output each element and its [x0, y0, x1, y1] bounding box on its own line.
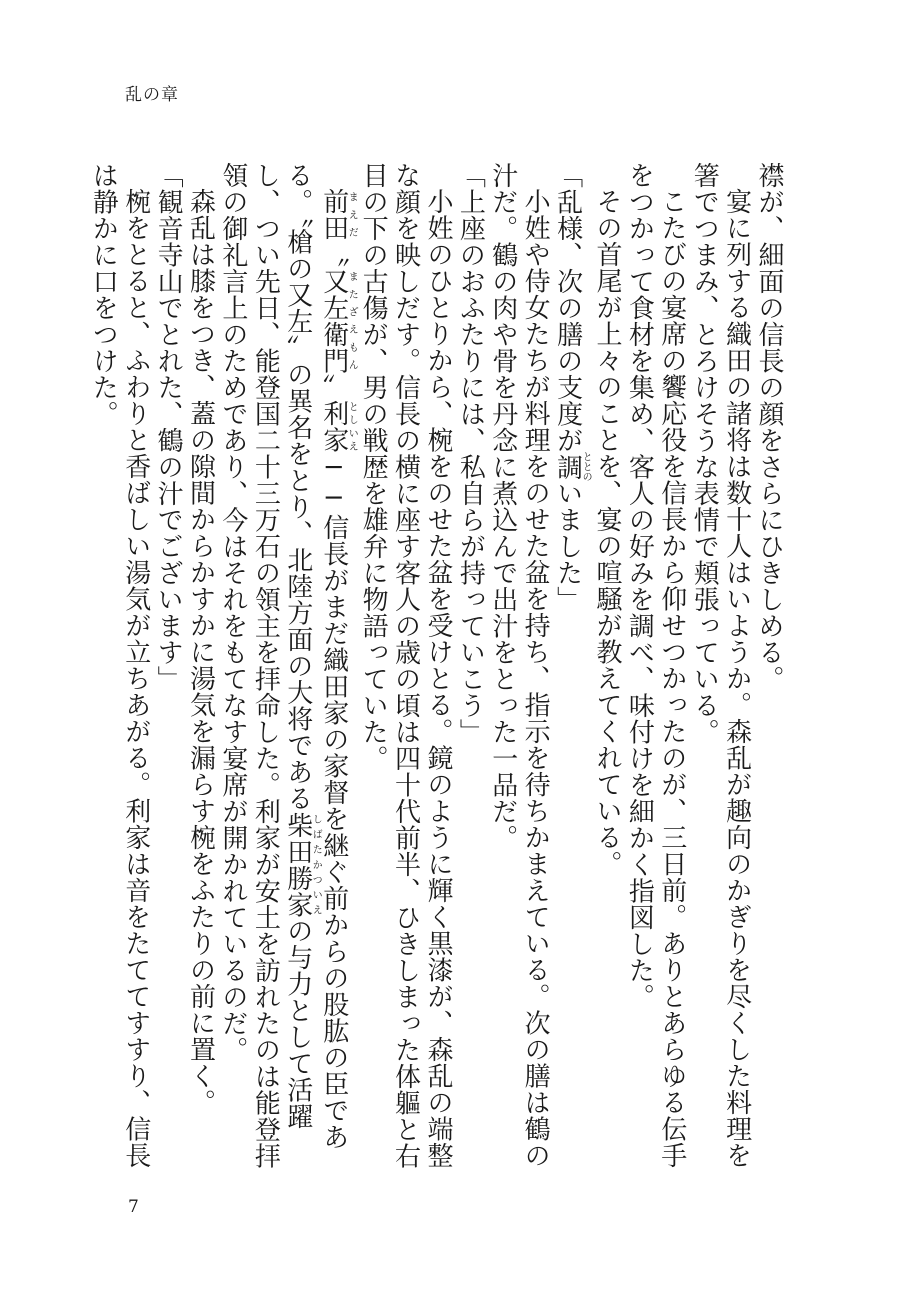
dialogue-text-before: 「乱様、次の膳の支度が — [552, 162, 583, 454]
paragraph-9: 前田まえだ〝又左衛門またざえもん〟利家としいえ──信長がまだ織田家の家督を継ぐ前からの股肱の臣である。〝槍の又左〟の異名をとり、北陸方面の大将である柴田勝家しばたかついえの与力として活躍し、つい先日、能登国二十三万石の領主を拝命した。利家が安土を訪れたのは能登拝領の御礼言上のためであり、今はそれをもてなす宴席が開かれているのだ。 — [217, 162, 358, 1169]
paragraph-12: 椀をとると、ふわりと香ばしい湯気が立ちあがる。利家は音をたててすすり、信長は静かに口をつけた。 — [88, 162, 151, 1169]
paragraph-1: 襟が、細面の信長の顔をさらにひきしめる。 — [754, 162, 784, 692]
paragraph-8: 小姓のひとりから、椀をのせた盆を受けとる。鏡のように輝く黒漆が、森乱の端整な顔を映しだす。信長の横に座す客人の歳の頃は四十代前半、ひきしまった体軀と右目の下の古傷が、男の戦歴を雄弁に物語っていた。 — [358, 162, 453, 1169]
paragraph-3: こたびの宴席の饗応役を信長から仰せつかったのが、三日前。ありとあらゆる伝手をつかって食材を集め、客人の好みを調べ、味付けを細かく指図した。 — [624, 162, 687, 1169]
paragraph-10: 森乱は膝をつき、蓋の隙間からかすかに湯気を漏らす椀をふたりの前に置く。 — [185, 188, 216, 1116]
body-text-column-block — [87, 162, 785, 1172]
ruby-matazaemon: 又左衛門またざえもん — [318, 267, 358, 374]
page-number: 7 — [128, 1197, 139, 1217]
paragraph-2: 宴に列する織田の諸将は数十人はいようか。森乱が趣向のかぎりを尽くした料理を箸でつまみ、とろけそうな表情で頬張っている。 — [689, 162, 752, 1169]
paragraph-7-dialogue: 「上座のおふたりには、私自らが持っていこう」 — [455, 162, 486, 745]
paragraph-4: その首尾が上々のことを、宴の喧騒が教えてくれている。 — [591, 188, 622, 877]
running-head-chapter-title: 乱の章 — [125, 85, 179, 105]
paragraph-11-dialogue: 「観音寺山でとれた、鶴の汁でございます」 — [153, 162, 184, 692]
dialogue-text-after: いました」 — [552, 480, 583, 613]
ruby-maeda: 前田まえだ — [318, 188, 358, 241]
paragraph-5-dialogue — [551, 162, 590, 1172]
ruby-totono: 調ととの — [552, 451, 592, 482]
paragraph-6: 小姓や侍女たちが料理をのせた盆を持ち、指示を待ちかまえている。次の膳は鶴の汁だ。鶴の肉や骨を丹念に煮込んで出汁をとった一品だ。 — [487, 162, 551, 1169]
ruby-shibata-katsuie: 柴田勝家しばたかついえ — [282, 811, 322, 918]
ruby-toshiie: 利家としいえ — [318, 400, 358, 453]
